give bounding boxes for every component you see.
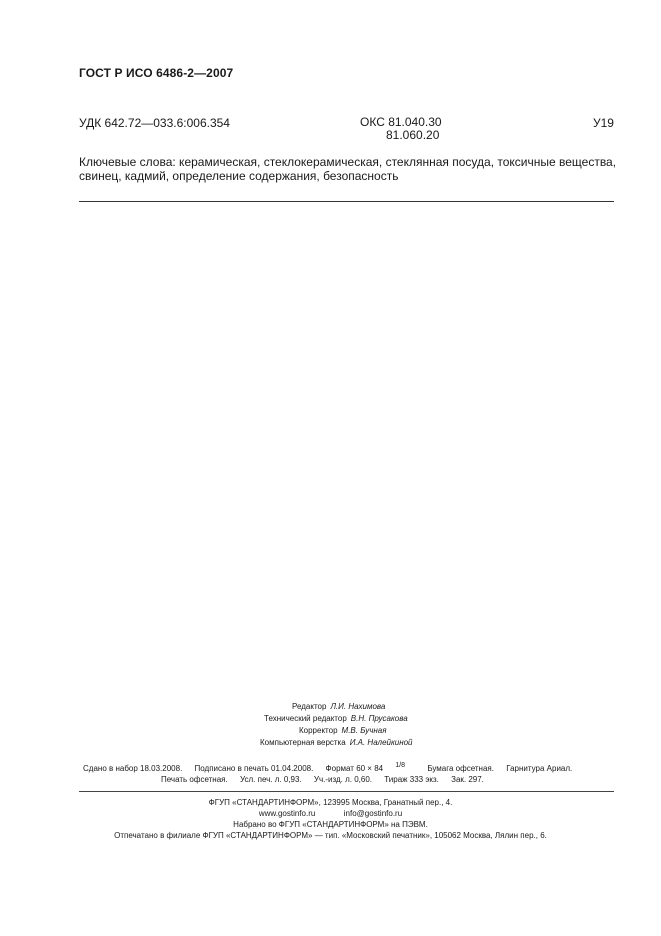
publisher-email[interactable]: info@gostinfo.ru: [343, 809, 403, 818]
publication-details-line1: [83, 761, 582, 774]
oks-code-2: 81.060.20: [386, 128, 440, 142]
order-number: Зак. 297.: [451, 775, 484, 784]
imprint-divider: [79, 791, 614, 792]
print-type: Печать офсетная.: [161, 775, 228, 784]
divider-line: [79, 201, 614, 202]
editor-row: [299, 726, 387, 736]
format: Формат 60 × 84 1/8: [325, 762, 406, 773]
publication-details-line2: [161, 775, 494, 785]
editor-name: И.А. Налейкиной: [349, 738, 413, 747]
typeset-date: Сдано в набор 18.03.2008.: [83, 763, 183, 773]
paper-type: Бумага офсетная.: [427, 763, 494, 773]
oks-codes: [360, 116, 442, 142]
editor-row: [260, 738, 413, 748]
editor-role: Технический редактор: [264, 714, 347, 723]
conventional-sheets: Усл. печ. л. 0,93.: [239, 775, 302, 784]
format-fraction: 1/8: [395, 762, 406, 769]
document-designation: ГОСТ Р ИСО 6486-2—2007: [79, 66, 234, 80]
print-run: Тираж 333 экз.: [384, 775, 439, 784]
typesetting-note: Набрано во ФГУП «СТАНДАРТИНФОРМ» на ПЭВМ.: [233, 820, 428, 829]
publisher-contacts: [0, 809, 661, 819]
editor-row: [292, 702, 385, 712]
editor-name: М.В. Бучная: [341, 726, 387, 735]
editor-role: Редактор: [292, 702, 327, 711]
editor-row: [264, 714, 408, 724]
oks-code-1: ОКС 81.040.30: [360, 115, 442, 129]
editor-name: Л.И. Нахимова: [330, 702, 386, 711]
udk-code: УДК 642.72—033.6:006.354: [79, 116, 230, 130]
typeface: Гарнитура Ариал.: [506, 763, 573, 773]
group-code: У19: [593, 116, 614, 130]
keywords-paragraph: Ключевые слова: керамическая, стеклокерамическая, стеклянная посуда, токсичные вещества, свинец, кадмий, определение содержания, безопасность: [79, 155, 617, 183]
editor-role: Компьютерная верстка: [260, 738, 346, 747]
publisher-website[interactable]: www.gostinfo.ru: [258, 809, 316, 818]
editor-role: Корректор: [299, 726, 338, 735]
print-sign-date: Подписано в печать 01.04.2008.: [194, 763, 314, 773]
publishing-sheets: Уч.-изд. л. 0,60.: [313, 775, 373, 784]
editor-name: В.Н. Прусакова: [350, 714, 408, 723]
printing-note: Отпечатано в филиале ФГУП «СТАНДАРТИНФОРМ» — тип. «Московский печатник», 105062 Москва, Лялин пер., 6.: [114, 831, 547, 840]
publisher-address: ФГУП «СТАНДАРТИНФОРМ», 123995 Москва, Гранатный пер., 4.: [208, 798, 453, 807]
